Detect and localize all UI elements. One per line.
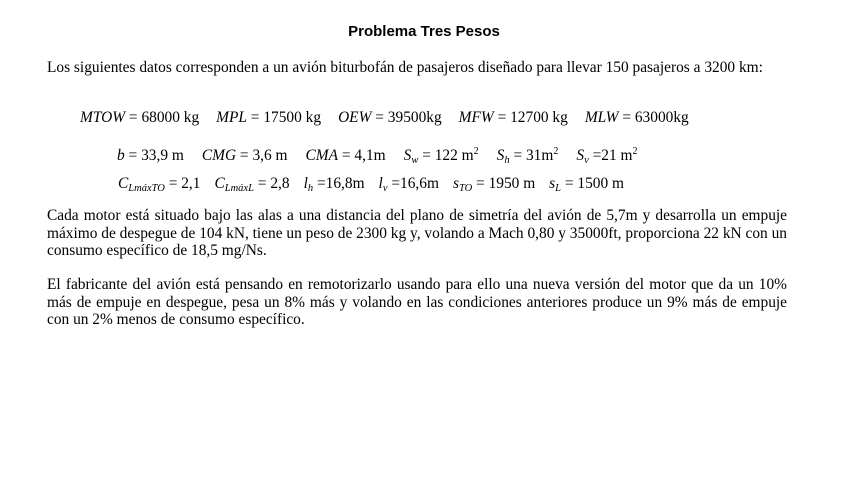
term-symbol: MLW [584, 109, 619, 126]
equation-term [80, 109, 199, 127]
term-equals: = [387, 175, 401, 192]
term-subscript: TO [458, 183, 473, 194]
term-value: 2,1 [181, 175, 201, 192]
term-value: 39500kg [387, 109, 442, 126]
term-value: 3,6 m [252, 147, 288, 164]
term-subscript: LmáxL [224, 183, 254, 194]
equation-term [216, 109, 321, 127]
term-symbol: CMA [305, 147, 339, 164]
term-symbol: MTOW [80, 109, 126, 126]
term-subscript: v [382, 183, 388, 194]
term-symbol: S [576, 147, 585, 164]
term-superscript: 2 [632, 146, 638, 157]
term-equals: = [618, 109, 635, 126]
equation-term [459, 109, 568, 127]
term-value: 122 m [434, 147, 474, 164]
term-symbol: s [549, 175, 556, 192]
manufacturer-paragraph: El fabricante del avión está pensando en remotorizarlo usando para ello una nueva versión del motor que da un 10% más de empuje en despegue, pesa un 8% más y volando en las condiciones anteriores produce un 9% más de empuje con un 2% menos de consumo específico. [47, 276, 787, 328]
equation-term [585, 109, 689, 127]
term-value: 33,9 m [141, 147, 184, 164]
term-symbol: S [496, 147, 505, 164]
weights-equation-row [80, 109, 689, 127]
performance-equation-row [118, 175, 638, 198]
term-symbol: l [378, 175, 383, 192]
problem-title: Problema Tres Pesos [348, 23, 500, 40]
equation-term [404, 143, 479, 170]
term-equals: = [313, 175, 326, 192]
equation-term [379, 175, 439, 198]
term-equals: = [588, 147, 602, 164]
term-value: 21 m [601, 147, 633, 164]
term-symbol: s [452, 175, 459, 192]
term-symbol: l [303, 175, 308, 192]
equation-term [549, 175, 624, 198]
equation-term [214, 175, 289, 198]
equation-term [306, 147, 386, 165]
term-symbol: MPL [216, 109, 247, 126]
term-superscript: 2 [473, 146, 479, 157]
term-value: 16,6m [400, 175, 439, 192]
equation-term [304, 175, 365, 198]
term-value: 1950 m [488, 175, 536, 192]
term-value: 63000kg [634, 109, 689, 126]
term-equals: = [509, 147, 526, 164]
geometry-equation-row [117, 143, 655, 170]
engine-paragraph: Cada motor está situado bajo las alas a una distancia del plano de simetría del avión de 5,7m y desarrolla un empuje máximo de despegue de 104 kN, tiene un peso de 2300 kg y, volando a Mach 0,80 y 35000ft, proporciona 22 kN con un consumo específico de 18,5 mg/Ns. [47, 207, 787, 259]
term-equals: = [125, 109, 142, 126]
equation-term [576, 143, 637, 170]
term-value: 68000 kg [141, 109, 200, 126]
term-equals: = [561, 175, 578, 192]
term-value: 12700 kg [510, 109, 568, 126]
term-equals: = [124, 147, 142, 164]
equation-term [117, 147, 184, 165]
term-value: 16,8m [325, 175, 365, 192]
term-symbol: MFW [458, 109, 494, 126]
term-equals: = [164, 175, 182, 192]
intro-paragraph: Los siguientes datos corresponden a un avión biturbofán de pasajeros diseñado para llevar 150 pasajeros a 3200 km: [47, 59, 763, 76]
term-equals: = [246, 109, 264, 126]
term-symbol: b [117, 147, 125, 164]
equation-term [202, 147, 288, 165]
term-equals: = [418, 147, 435, 164]
term-value: 1500 m [577, 175, 625, 192]
equation-term [497, 143, 559, 170]
term-equals: = [253, 175, 271, 192]
term-subscript: L [555, 183, 562, 194]
term-value: 4,1m [354, 147, 386, 164]
term-equals: = [371, 109, 388, 126]
term-symbol: C [118, 175, 129, 192]
term-symbol: CMG [201, 147, 237, 164]
equation-term [338, 109, 442, 127]
term-equals: = [472, 175, 489, 192]
term-equals: = [338, 147, 355, 164]
term-value: 31m [525, 147, 554, 164]
term-subscript: w [411, 155, 419, 166]
term-superscript: 2 [553, 146, 559, 157]
term-equals: = [236, 147, 253, 164]
term-subscript: h [504, 155, 510, 166]
term-symbol: OEW [338, 109, 372, 126]
term-symbol: S [403, 147, 412, 164]
term-equals: = [493, 109, 511, 126]
term-subscript: h [307, 183, 314, 194]
term-symbol: C [214, 175, 225, 192]
equation-term [453, 175, 535, 198]
term-value: 2,8 [270, 175, 290, 192]
term-value: 17500 kg [263, 109, 322, 126]
term-subscript: v [584, 155, 589, 166]
equation-term [118, 175, 200, 198]
term-subscript: LmáxTO [128, 183, 165, 194]
